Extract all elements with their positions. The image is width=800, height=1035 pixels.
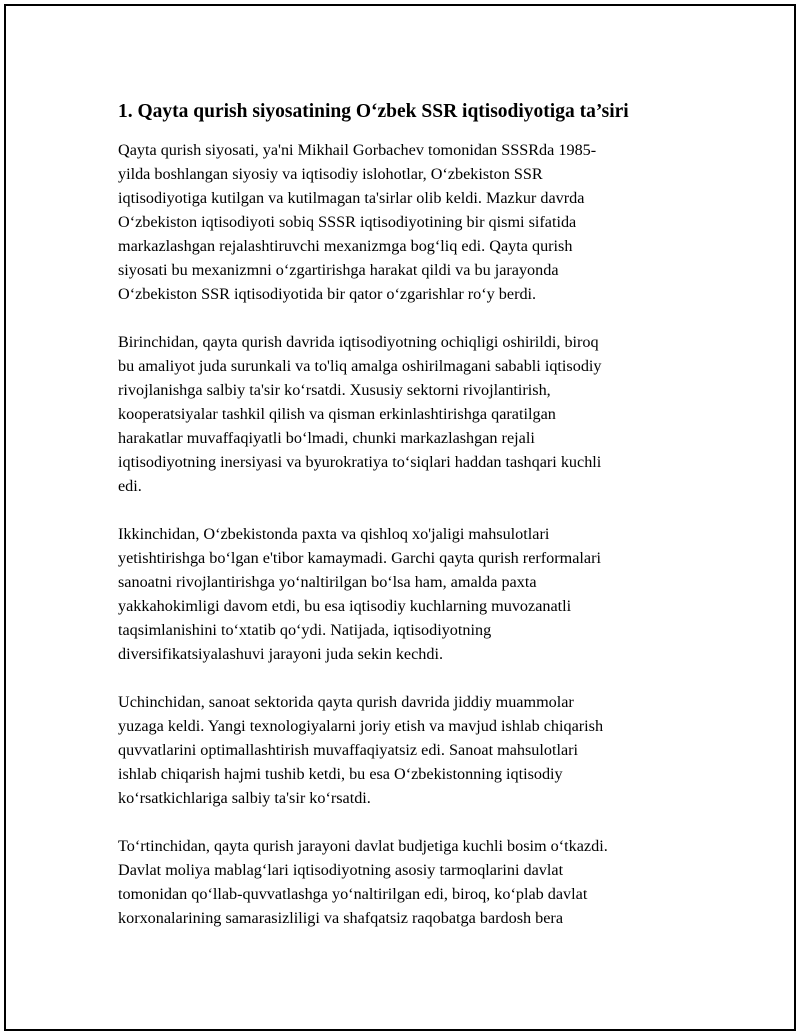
document-content	[118, 98, 688, 954]
paragraph-line: ishlab chiqarish hajmi tushib ketdi, bu esa O‘zbekistonning iqtisodiy	[118, 765, 563, 783]
paragraph-line: kooperatsiyalar tashkil qilish va qisman erkinlashtirishga qaratilgan	[118, 405, 556, 423]
paragraph-line: Birinchidan, qayta qurish davrida iqtisodiyotning ochiqligi oshirildi, biroq	[118, 333, 599, 351]
paragraph-line: iqtisodiyotning inersiyasi va byurokratiya to‘siqlari haddan tashqari kuchli	[118, 453, 602, 471]
paragraph-line: bu amaliyot juda surunkali va to'liq amalga oshirilmagani sababli iqtisodiy	[118, 357, 602, 375]
paragraph-line: yakkahokimligi davom etdi, bu esa iqtisodiy kuchlarning muvozanatli	[118, 597, 572, 615]
paragraph-line: Ikkinchidan, O‘zbekistonda paxta va qishloq xo'jaligi mahsulotlari	[118, 525, 550, 543]
paragraph-line: korxonalarining samarasizliligi va shafqatsiz raqobatga bardosh bera	[118, 909, 563, 927]
document-title: 1. Qayta qurish siyosatining O‘zbek SSR iqtisodiyotiga ta’siri	[118, 101, 629, 122]
paragraph-line: O‘zbekiston SSR iqtisodiyotida bir qator o‘zgarishlar ro‘y berdi.	[118, 285, 537, 303]
paragraph-line: yilda boshlangan siyosiy va iqtisodiy islohotlar, O‘zbekiston SSR	[118, 165, 543, 183]
paragraph-line: taqsimlanishini to‘xtatib qo‘ydi. Natijada, iqtisodiyotning	[118, 621, 492, 639]
paragraph-line: Qayta qurish siyosati, ya'ni Mikhail Gorbachev tomonidan SSSRda 1985-	[118, 141, 597, 159]
paragraph-line: tomonidan qo‘llab-quvvatlashga yo‘naltirilgan edi, biroq, ko‘plab davlat	[118, 885, 588, 903]
paragraph-3	[118, 522, 688, 666]
paragraph-line: Davlat moliya mablag‘lari iqtisodiyotning asosiy tarmoqlarini davlat	[118, 861, 564, 879]
paragraph-line: yuzaga keldi. Yangi texnologiyalarni joriy etish va mavjud ishlab chiqarish	[118, 717, 604, 735]
paragraph-5	[118, 834, 688, 930]
paragraph-line: yetishtirishga bo‘lgan e'tibor kamaymadi. Garchi qayta qurish rerformalari	[118, 549, 601, 567]
paragraph-line: sanoatni rivojlantirishga yo‘naltirilgan bo‘lsa ham, amalda paxta	[118, 573, 537, 591]
paragraph-line: diversifikatsiyalashuvi jarayoni juda sekin kechdi.	[118, 645, 444, 663]
paragraph-2	[118, 330, 688, 498]
paragraph-line: siyosati bu mexanizmni o‘zgartirishga harakat qildi va bu jarayonda	[118, 261, 559, 279]
paragraph-line: iqtisodiyotiga kutilgan va kutilmagan ta'sirlar olib keldi. Mazkur davrda	[118, 189, 585, 207]
document-page	[4, 4, 796, 1031]
paragraph-line: markazlashgan rejalashtiruvchi mexanizmga bog‘liq edi. Qayta qurish	[118, 237, 573, 255]
paragraph-line: Uchinchidan, sanoat sektorida qayta qurish davrida jiddiy muammolar	[118, 693, 574, 711]
paragraph-line: O‘zbekiston iqtisodiyoti sobiq SSSR iqtisodiyotining bir qismi sifatida	[118, 213, 577, 231]
paragraph-line: rivojlanishga salbiy ta'sir ko‘rsatdi. Xususiy sektorni rivojlantirish,	[118, 381, 551, 399]
paragraph-4	[118, 690, 688, 810]
paragraph-line: quvvatlarini optimallashtirish muvaffaqiyatsiz edi. Sanoat mahsulotlari	[118, 741, 579, 759]
paragraph-1	[118, 138, 688, 306]
paragraph-line: ko‘rsatkichlariga salbiy ta'sir ko‘rsatdi.	[118, 789, 371, 807]
paragraph-line: To‘rtinchidan, qayta qurish jarayoni davlat budjetiga kuchli bosim o‘tkazdi.	[118, 837, 608, 855]
paragraph-line: harakatlar muvaffaqiyatli bo‘lmadi, chunki markazlashgan rejali	[118, 429, 535, 447]
paragraph-line: edi.	[118, 477, 142, 495]
